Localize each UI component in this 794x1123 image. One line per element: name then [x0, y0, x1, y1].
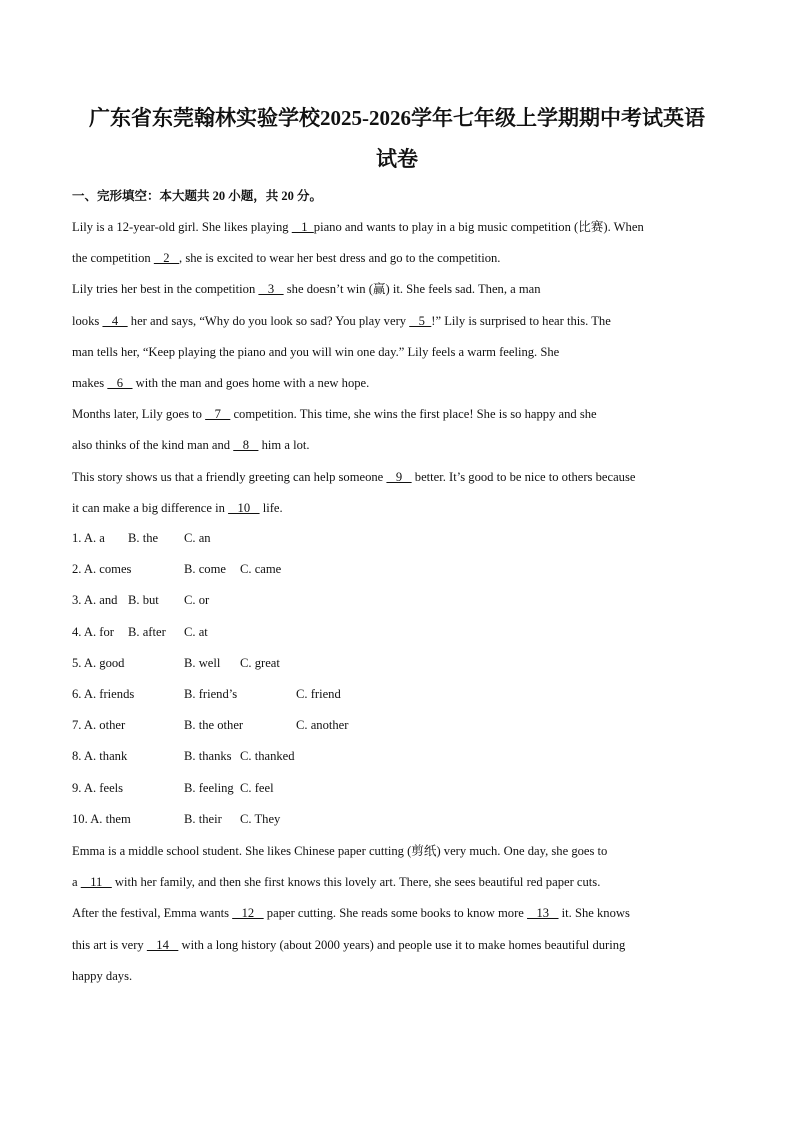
option-b: B. the other [184, 718, 244, 733]
answer-blank: 5 [409, 313, 432, 328]
answer-blank: 12 [232, 906, 264, 921]
text-run: Emma is a middle school student. She likes Chinese paper cutting (剪纸) very much. One day, she goes to [72, 844, 608, 858]
answer-blank: 4 [102, 313, 128, 328]
text-run: paper cutting. She reads some books to know more [263, 906, 528, 921]
option-b: B. well [184, 655, 221, 670]
option-a: 3. A. and [72, 593, 118, 608]
answer-blank: 7 [205, 407, 231, 422]
text-run: life. [259, 500, 283, 515]
text-run: , she is excited to wear her best dress and go to the competition. [179, 251, 501, 266]
option-b: B. the [128, 531, 159, 545]
passage-line [72, 469, 635, 485]
answer-blank: 3 [258, 282, 284, 297]
text-run: !” Lily is surprised to hear this. The [431, 313, 611, 328]
text-run: him a lot. [258, 438, 310, 453]
text-run: she doesn’t win (赢) it. She feels sad. Then, a man [283, 282, 541, 297]
passage-line [72, 375, 369, 391]
answer-blank: 14 [146, 937, 179, 952]
text-run: After the festival, Emma wants [72, 906, 233, 921]
text-run: This story shows us that a friendly greeting can help someone [72, 469, 387, 484]
page-title: 广东省东莞翰林实验学校2025-2026学年七年级上学期期中考试英语 [89, 106, 705, 130]
text-run: makes [72, 376, 108, 390]
answer-blank: 9 [386, 469, 412, 484]
text-run: the competition [72, 251, 154, 266]
passage-line [72, 281, 541, 297]
passage-line [72, 313, 611, 329]
text-run: happy days. [72, 968, 133, 983]
option-a: 10. A. them [72, 811, 131, 826]
answer-blank: 2 [153, 251, 180, 266]
answer-blank: 11 [80, 875, 112, 890]
section-heading: 一、完形填空：本大题共 20 小题，共 20 分。 [72, 189, 323, 203]
text-run: her and says, “Why do you look so sad? You play very [127, 313, 410, 328]
text-run: with her family, and then she first knows this lovely art. There, she sees beautiful red paper cuts. [111, 875, 601, 890]
text-run: Lily is a 12-year-old girl. She likes playing [72, 220, 292, 234]
answer-blank: 6 [107, 376, 133, 390]
text-run: Lily tries her best in the competition [72, 282, 259, 297]
text-run: with the man and goes home with a new hope. [132, 376, 370, 390]
option-c: C. at [184, 624, 208, 639]
text-run: also thinks of the kind man and [72, 438, 234, 453]
option-c: C. feel [240, 780, 274, 795]
passage-line [72, 437, 310, 453]
passage-line [72, 843, 607, 859]
text-run: it can make a big difference in [72, 500, 229, 515]
passage-line [72, 905, 630, 921]
option-a: 2. A. comes [72, 562, 132, 577]
option-a: 5. A. good [72, 655, 125, 670]
passage-line [72, 968, 132, 984]
answer-blank: 10 [228, 500, 260, 515]
passage-line [72, 219, 644, 235]
option-b: B. their [184, 811, 222, 826]
answer-blank: 1 [291, 220, 314, 234]
option-a: 1. A. a [72, 531, 105, 545]
text-run: it. She knows [558, 906, 630, 921]
option-b: B. feeling [184, 780, 234, 795]
option-b: B. but [128, 593, 159, 608]
passage-line [72, 874, 600, 890]
text-run: piano and wants to play in a big music competition (比赛). When [313, 220, 644, 234]
option-c: C. another [296, 718, 349, 733]
option-b: B. after [128, 624, 166, 639]
text-run: with a long history (about 2000 years) and people use it to make homes beautiful during [178, 937, 626, 952]
option-c: C. friend [296, 687, 341, 701]
passage-line [72, 937, 625, 953]
option-c: C. an [184, 531, 211, 545]
answer-blank: 8 [233, 438, 259, 453]
option-c: C. great [240, 655, 280, 670]
option-c: C. thanked [240, 749, 295, 764]
text-run: a [72, 875, 81, 890]
option-a: 4. A. for [72, 624, 114, 639]
option-c: C. They [240, 811, 281, 826]
passage-line [72, 250, 500, 266]
option-c: C. came [240, 562, 282, 577]
option-a: 6. A. friends [72, 687, 135, 701]
text-run: this art is very [72, 937, 147, 952]
text-run: looks [72, 313, 103, 328]
option-b: B. come [184, 562, 226, 577]
option-a: 8. A. thank [72, 749, 128, 764]
text-run: Months later, Lily goes to [72, 407, 206, 422]
text-run: man tells her, “Keep playing the piano and you will win one day.” Lily feels a warm feeling. She [72, 344, 560, 359]
passage-line [72, 500, 283, 516]
page-title-cont: 试卷 [376, 147, 418, 171]
option-a: 7. A. other [72, 718, 126, 733]
passage-line [72, 406, 597, 422]
option-b: B. friend’s [184, 687, 238, 701]
passage-line [72, 344, 559, 360]
answer-blank: 13 [527, 906, 559, 921]
text-run: better. It’s good to be nice to others because [411, 469, 636, 484]
option-b: B. thanks [184, 749, 232, 764]
option-c: C. or [184, 593, 210, 608]
option-a: 9. A. feels [72, 780, 124, 795]
text-run: competition. This time, she wins the first place! She is so happy and she [230, 407, 597, 422]
